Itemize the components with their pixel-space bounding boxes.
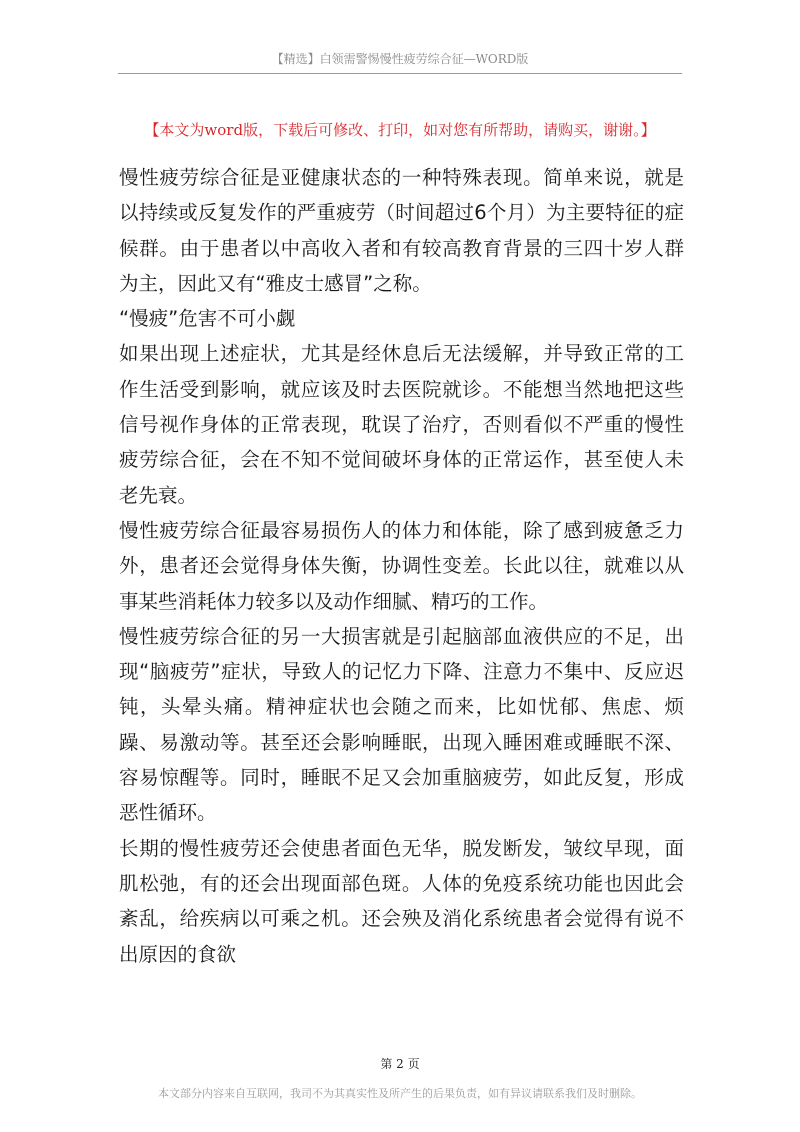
paragraph-brain-fatigue: 慢性疲劳综合征的另一大损害就是引起脑部血液供应的不足，出现“脑疲劳”症状，导致人的记忆力下降、注意力不集中、反应迟钝，头晕头痛。精神症状也会随之而来，比如忧郁、焦虑、烦躁、易激动等。甚至还会影响睡眠，出现入睡困难或睡眠不深、容易惊醒等。同时，睡眠不足又会加重脑疲劳，如此反复，形成恶性循环。 xyxy=(119,624,684,825)
section-heading: “慢疲”危害不可小觑 xyxy=(119,307,296,331)
download-notice: 【本文为word版，下载后可修改、打印，如对您有所帮助，请购买，谢谢。】 xyxy=(144,121,656,139)
paragraph-seek-treatment: 如果出现上述症状，尤其是经休息后无法缓解，并导致正常的工作生活受到影响，就应该及时去医院就诊。不能想当然地把这些信号视作身体的正常表现，耽误了治疗，否则看似不严重的慢性疲劳综合征，会在不知不觉间破坏身体的正常运作，甚至使人未老先衰。 xyxy=(119,342,684,507)
paragraph-physical-harm: 慢性疲劳综合征最容易损伤人的体力和体能，除了感到疲惫乏力外，患者还会觉得身体失衡，协调性变差。长此以往，就难以从事某些消耗体力较多以及动作细腻、精巧的工作。 xyxy=(119,518,684,613)
header-divider xyxy=(118,73,682,74)
page-number: 第 2 页 xyxy=(380,1057,420,1071)
paragraph-intro: 慢性疲劳综合征是亚健康状态的一种特殊表现。简单来说，就是以持续或反复发作的严重疲劳（时间超过6个月）为主要特征的症候群。由于患者以中高收入者和有较高教育背景的三四十岁人群为主，因此又有“雅皮士感冒”之称。 xyxy=(119,166,684,295)
paragraph-appearance-immunity: 长期的慢性疲劳还会使患者面色无华，脱发断发，皱纹早现，面肌松弛，有的还会出现面部色斑。人体的免疫系统功能也因此会紊乱，给疾病以可乘之机。还会殃及消化系统患者会觉得有说不出原因的食欲 xyxy=(119,836,684,966)
article-body xyxy=(119,160,684,972)
footer-disclaimer: 本文部分内容来自互联网，我司不为其真实性及所产生的后果负责，如有异议请联系我们及时删除。 xyxy=(158,1087,642,1100)
page-header: 【精选】白领需警惕慢性疲劳综合征—WORD版 xyxy=(271,52,529,66)
